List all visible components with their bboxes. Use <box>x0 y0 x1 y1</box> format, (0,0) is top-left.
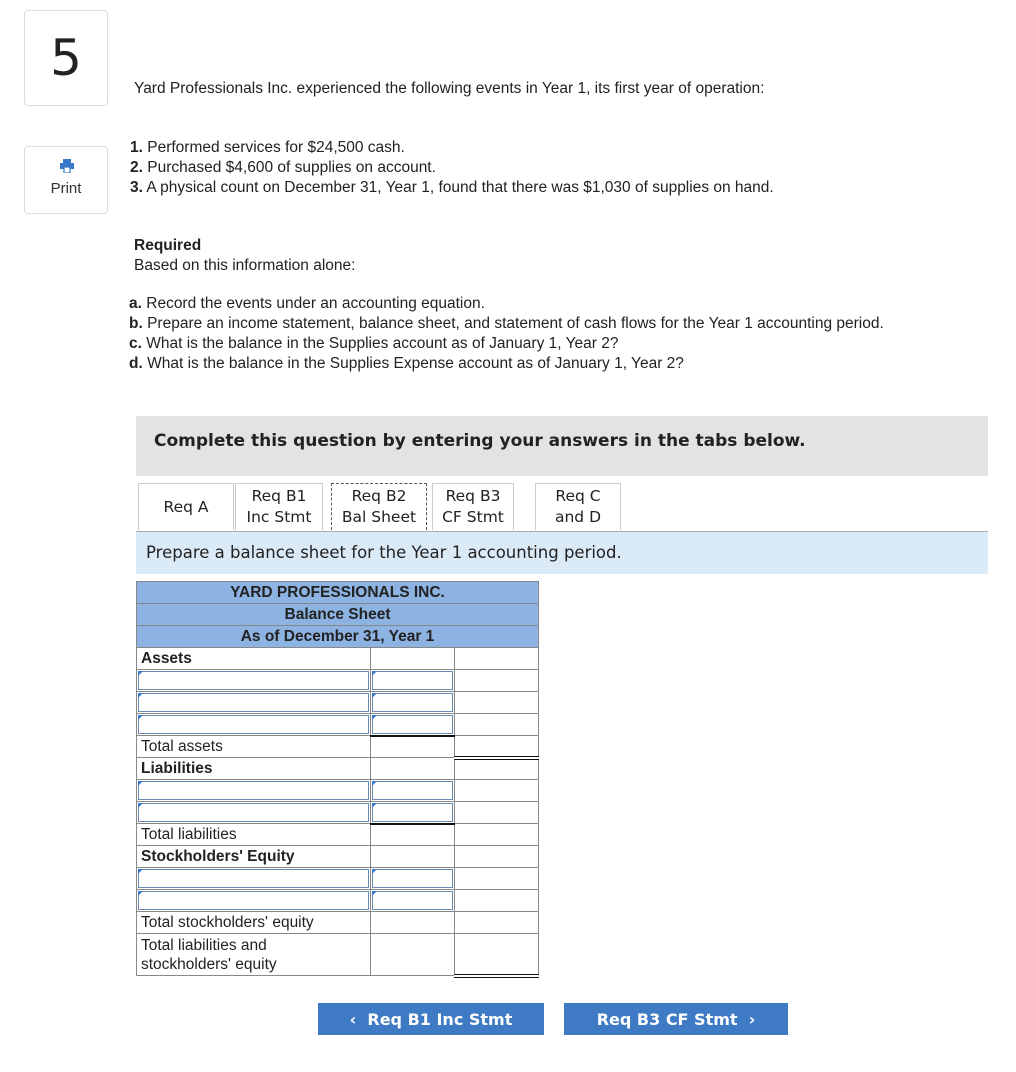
required-subtext: Based on this information alone: <box>134 257 356 274</box>
tab-req-a[interactable]: Req A <box>138 483 234 530</box>
print-button[interactable] <box>24 146 108 214</box>
instructions-panel <box>136 416 988 476</box>
table-row <box>137 758 539 780</box>
liabilities-label: Liabilities <box>137 758 371 780</box>
question-number: 5 <box>24 10 108 106</box>
event-item: 1. Performed services for $24,500 cash. <box>130 139 405 156</box>
company-name: YARD PROFESSIONALS INC. <box>137 582 539 604</box>
requirement-item: c. What is the balance in the Supplies account as of January 1, Year 2? <box>129 335 619 352</box>
table-row <box>137 670 539 692</box>
equity-label: Stockholders' Equity <box>137 846 371 868</box>
asset-amount-input[interactable] <box>371 714 455 736</box>
prepare-text: Prepare a balance sheet for the Year 1 accounting period. <box>146 543 622 562</box>
table-row <box>137 582 539 604</box>
equity-amount-input[interactable] <box>371 868 455 890</box>
tab-req-b1[interactable]: Req B1 Inc Stmt <box>235 483 323 530</box>
table-row <box>137 648 539 670</box>
liability-account-input[interactable] <box>137 780 371 802</box>
total-equity-input[interactable] <box>455 912 539 934</box>
asset-amount-input[interactable] <box>371 670 455 692</box>
table-row <box>137 780 539 802</box>
table-row <box>137 626 539 648</box>
liability-account-input[interactable] <box>137 802 371 824</box>
table-row <box>137 824 539 846</box>
tab-req-c-d[interactable]: Req C and D <box>535 483 621 530</box>
total-liab-equity-label: Total liabilities and stockholders' equity <box>137 934 371 976</box>
table-row <box>137 846 539 868</box>
tab-req-b2[interactable]: Req B2 Bal Sheet <box>331 483 427 530</box>
total-equity-label: Total stockholders' equity <box>137 912 371 934</box>
statement-date: As of December 31, Year 1 <box>137 626 539 648</box>
required-heading: Required <box>134 237 202 254</box>
equity-amount-input[interactable] <box>371 890 455 912</box>
requirement-item: d. What is the balance in the Supplies Expense account as of January 1, Year 2? <box>129 355 684 372</box>
table-row <box>137 604 539 626</box>
table-row <box>137 714 539 736</box>
intro-text: Yard Professionals Inc. experienced the following events in Year 1, its first year of operation: <box>134 80 765 97</box>
print-label: Print <box>50 180 82 197</box>
table-row <box>137 802 539 824</box>
requirement-item: b. Prepare an income statement, balance sheet, and statement of cash flows for the Year 1 accounting period. <box>129 315 884 332</box>
requirement-item: a. Record the events under an accounting equation. <box>129 295 485 312</box>
requirements-list <box>129 294 884 374</box>
next-tab-button[interactable]: Req B3 CF Stmt › <box>564 1003 788 1035</box>
liability-amount-input[interactable] <box>371 802 455 824</box>
total-liab-equity-input[interactable] <box>455 934 539 976</box>
assets-label: Assets <box>137 648 371 670</box>
prev-tab-button[interactable]: ‹ Req B1 Inc Stmt <box>318 1003 544 1035</box>
table-row <box>137 868 539 890</box>
table-row <box>137 912 539 934</box>
balance-sheet-table <box>136 581 539 978</box>
chevron-right-icon: › <box>748 1010 756 1029</box>
asset-amount-input[interactable] <box>371 692 455 714</box>
instructions-text: Complete this question by entering your answers in the tabs below. <box>154 431 806 451</box>
statement-title: Balance Sheet <box>137 604 539 626</box>
prepare-instruction <box>136 532 988 574</box>
asset-account-input[interactable] <box>137 692 371 714</box>
equity-account-input[interactable] <box>137 890 371 912</box>
total-assets-label: Total assets <box>137 736 371 758</box>
equity-account-input[interactable] <box>137 868 371 890</box>
table-row <box>137 890 539 912</box>
events-list <box>130 138 774 198</box>
total-assets-input[interactable] <box>455 736 539 758</box>
liability-amount-input[interactable] <box>371 780 455 802</box>
total-liabilities-label: Total liabilities <box>137 824 371 846</box>
table-row <box>137 736 539 758</box>
printer-icon <box>60 159 74 173</box>
chevron-left-icon: ‹ <box>349 1010 357 1029</box>
asset-account-input[interactable] <box>137 714 371 736</box>
asset-account-input[interactable] <box>137 670 371 692</box>
event-item: 3. A physical count on December 31, Year 1, found that there was $1,030 of supplies on hand. <box>130 179 774 196</box>
table-row <box>137 934 539 976</box>
tab-req-b3[interactable]: Req B3 CF Stmt <box>432 483 514 530</box>
table-row <box>137 692 539 714</box>
total-liabilities-input[interactable] <box>455 824 539 846</box>
event-item: 2. Purchased $4,600 of supplies on account. <box>130 159 436 176</box>
